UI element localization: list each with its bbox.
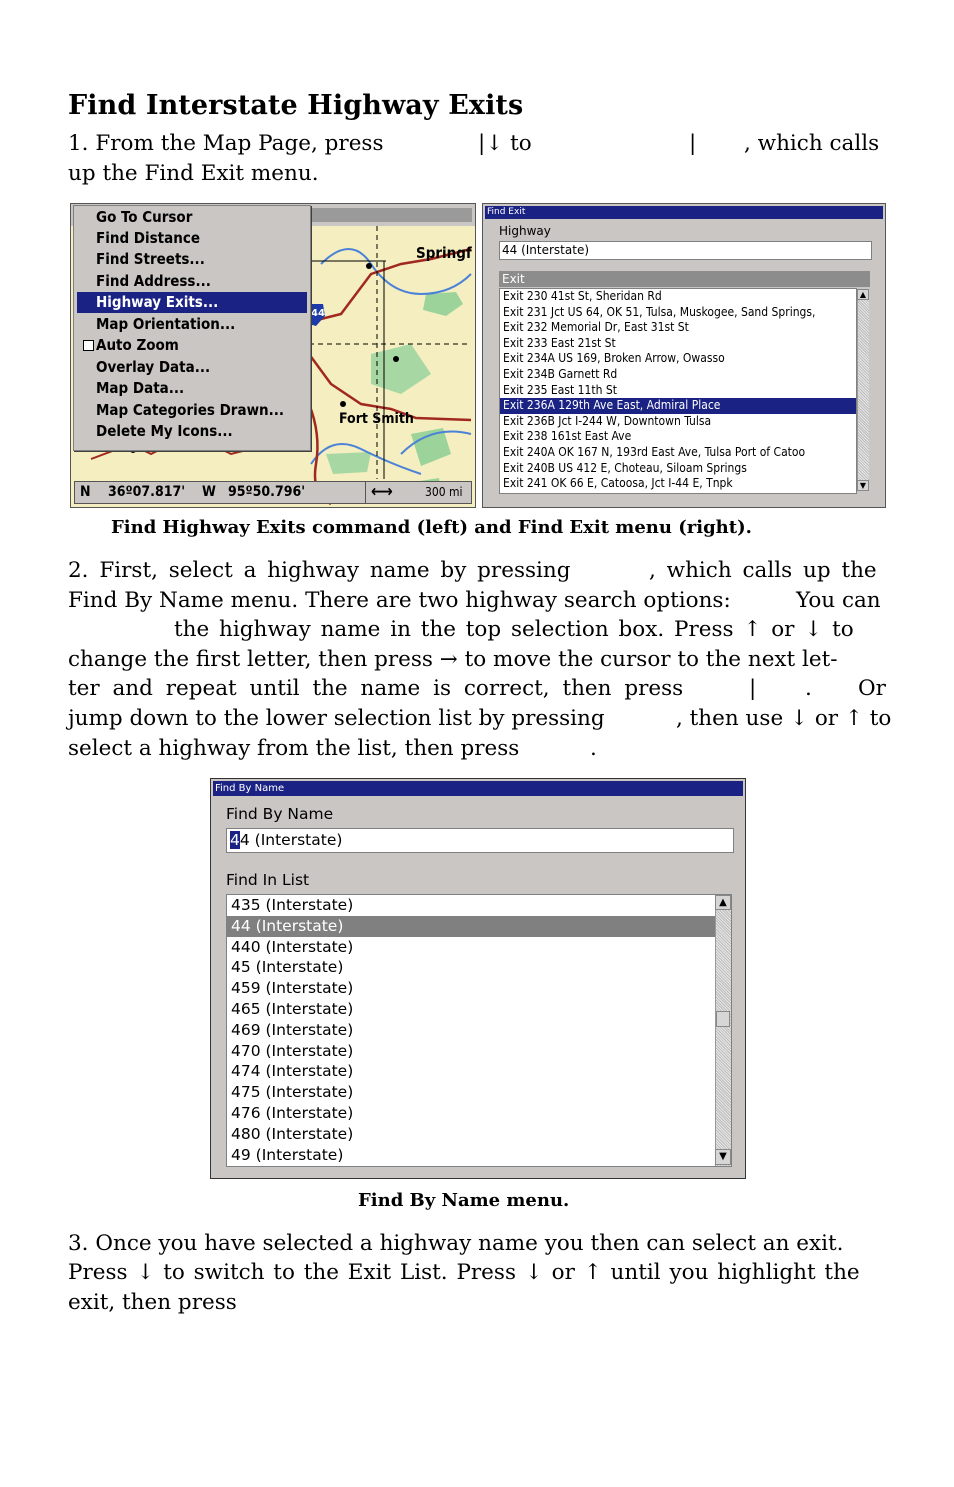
step2-line5c: . (805, 676, 812, 701)
exit-list-item[interactable]: Exit 236B Jct I-244 W, Downtown Tulsa (503, 413, 712, 428)
exit-list-item[interactable]: Exit 234A US 169, Broken Arrow, Owasso (503, 351, 725, 366)
latitude-prefix: N (80, 484, 91, 500)
step3-line3: exit, then press (68, 1290, 237, 1315)
text-cursor: 4 (230, 831, 240, 849)
exit-list-header (499, 271, 870, 287)
menu-item-auto-zoom[interactable] (77, 335, 307, 356)
step2-line2a: Find By Name menu. There are two highway search options: (68, 588, 731, 613)
menu-item-delete-my-icons[interactable]: Delete My Icons... (96, 422, 233, 440)
scale-arrows-icon: ⟷ (371, 482, 393, 502)
highway-list-item[interactable]: 475 (Interstate) (231, 1083, 354, 1102)
section-heading: Find Interstate Highway Exits (68, 90, 524, 121)
step2-line4: change the first letter, then press → to move the cursor to the next let- (68, 647, 838, 672)
auto-zoom-checkbox[interactable] (83, 340, 94, 351)
exit-list-item[interactable]: Exit 240B US 412 E, Choteau, Siloam Springs (503, 460, 747, 475)
step2-line2b: You can (796, 588, 881, 613)
step2-line7a: select a highway from the list, then press (68, 736, 520, 761)
highway-list-item[interactable]: 469 (Interstate) (231, 1020, 354, 1039)
map-command-menu (73, 205, 311, 451)
step1-line1c: | (689, 131, 697, 156)
exit-list-item[interactable]: Exit 233 East 21st St (503, 335, 616, 350)
exit-list-scrollbar[interactable] (857, 289, 869, 491)
find-by-name-value: 4 (Interstate) (239, 831, 343, 849)
highway-list-item[interactable]: 465 (Interstate) (231, 1000, 354, 1018)
exit-list-item[interactable]: Exit 232 Memorial Dr, East 31st St (503, 320, 689, 335)
find-by-name-field[interactable] (226, 828, 734, 853)
find-in-list-label: Find In List (226, 871, 310, 889)
latitude-value: 36º07.817' (108, 484, 186, 500)
exit-list-item[interactable]: Exit 234B Garnett Rd (503, 367, 618, 381)
longitude-prefix: W (202, 484, 216, 500)
find-exit-window (482, 203, 886, 508)
longitude-value: 95º50.796' (228, 484, 306, 500)
find-exit-title: Find Exit (485, 206, 883, 219)
menu-item-highway-exits[interactable]: Highway Exits... (77, 292, 307, 313)
step2-line3a: the highway name in the top selection box. Press ↑ or ↓ to (174, 617, 854, 642)
scroll-down-icon[interactable]: ▼ (715, 1149, 731, 1165)
find-by-name-label: Find By Name (226, 805, 334, 823)
step2-line1b: , which calls up the (649, 558, 877, 583)
highway-name-list[interactable] (226, 894, 732, 1167)
menu-item-map-data[interactable]: Map Data... (96, 379, 185, 397)
find-by-name-window (210, 778, 746, 1179)
scroll-up-icon[interactable]: ▲ (857, 289, 869, 300)
caption-find-highway-exits: Find Highway Exits command (left) and Find Exit menu (right). (111, 517, 752, 538)
map-screenshot (70, 203, 476, 508)
interstate-shield-label: 44 (311, 308, 325, 319)
menu-item-overlay-data[interactable]: Overlay Data... (96, 358, 211, 376)
menu-item-map-categories-drawn[interactable]: Map Categories Drawn... (96, 401, 285, 419)
highway-list-item[interactable]: 470 (Interstate) (231, 1041, 354, 1060)
step3-line2: Press ↓ to switch to the Exit List. Press ↓ or ↑ until you highlight the (68, 1260, 860, 1285)
highway-label: Highway (499, 224, 551, 238)
step2-line6a: jump down to the lower selection list by pressing (68, 706, 605, 731)
exit-list-item-selected[interactable]: Exit 236A 129th Ave East, Admiral Place (500, 398, 856, 414)
step1-line2: up the Find Exit menu. (68, 161, 319, 186)
scroll-down-icon[interactable]: ▼ (857, 480, 869, 491)
step2-line7b: . (590, 736, 597, 761)
exit-list-item[interactable]: Exit 235 East 11th St (503, 382, 617, 397)
step1-line1d: , which calls (744, 131, 880, 156)
map-label-fort-smith: Fort Smith (339, 411, 414, 427)
step2-line5a: ter and repeat until the name is correct, then press (68, 676, 684, 701)
exit-list-item[interactable]: Exit 230 41st St, Sheridan Rd (503, 289, 662, 303)
map-scale: 300 mi (425, 485, 463, 499)
exit-list-item[interactable]: Exit 231 Jct US 64, OK 51, Tulsa, Muskogee, Sand Springs, (503, 304, 816, 319)
exit-list-item[interactable]: Exit 241 OK 66 E, Catoosa, Jct I-44 E, Tnpk (503, 476, 733, 491)
auto-zoom-label: Auto Zoom (96, 336, 179, 354)
highway-list-item[interactable]: 476 (Interstate) (231, 1104, 354, 1122)
highway-field[interactable]: 44 (Interstate) (499, 241, 872, 260)
highway-list-scrollbar[interactable] (715, 895, 731, 1166)
step3-line1: 3. Once you have selected a highway name you then can select an exit. (68, 1231, 844, 1256)
menu-item-go-to-cursor[interactable]: Go To Cursor (96, 208, 193, 226)
map-status-bar (74, 481, 472, 504)
highway-list-item[interactable]: 474 (Interstate) (231, 1062, 354, 1081)
highway-list-item-selected[interactable]: 44 (Interstate) (227, 916, 715, 937)
exit-label: Exit (502, 272, 525, 286)
caption-find-by-name: Find By Name menu. (358, 1190, 570, 1211)
scroll-up-icon[interactable]: ▲ (715, 895, 731, 910)
step2-line5b: | (749, 676, 757, 701)
highway-list-item[interactable]: 45 (Interstate) (231, 958, 344, 977)
status-divider (365, 482, 366, 503)
step1-line1a: 1. From the Map Page, press (68, 131, 384, 156)
step2-line6b: , then use ↓ or ↑ to (676, 706, 892, 731)
highway-list-item[interactable]: 49 (Interstate) (231, 1145, 344, 1164)
menu-item-find-address[interactable]: Find Address... (96, 272, 211, 290)
step2-line1a: 2. First, select a highway name by pressing (68, 558, 571, 583)
exit-list-item[interactable]: Exit 240A OK 167 N, 193rd East Ave, Tulsa Port of Catoo (503, 445, 806, 459)
scroll-thumb[interactable] (716, 1011, 730, 1027)
highway-list-item[interactable]: 435 (Interstate) (231, 896, 354, 914)
map-label-springfield: Springf (416, 244, 472, 262)
step2-line5d: Or (858, 676, 886, 701)
find-by-name-title: Find By Name (213, 781, 743, 796)
highway-list-item[interactable]: 480 (Interstate) (231, 1124, 354, 1143)
menu-item-find-streets[interactable]: Find Streets... (96, 250, 205, 268)
step1-line1b: |↓ to (478, 131, 532, 156)
menu-item-map-orientation[interactable]: Map Orientation... (96, 315, 236, 333)
highway-list-item[interactable]: 440 (Interstate) (231, 937, 354, 956)
menu-item-find-distance[interactable]: Find Distance (96, 229, 200, 247)
highway-list-item[interactable]: 459 (Interstate) (231, 979, 354, 998)
exit-list-item[interactable]: Exit 238 161st East Ave (503, 429, 632, 444)
exit-list[interactable] (499, 288, 857, 494)
